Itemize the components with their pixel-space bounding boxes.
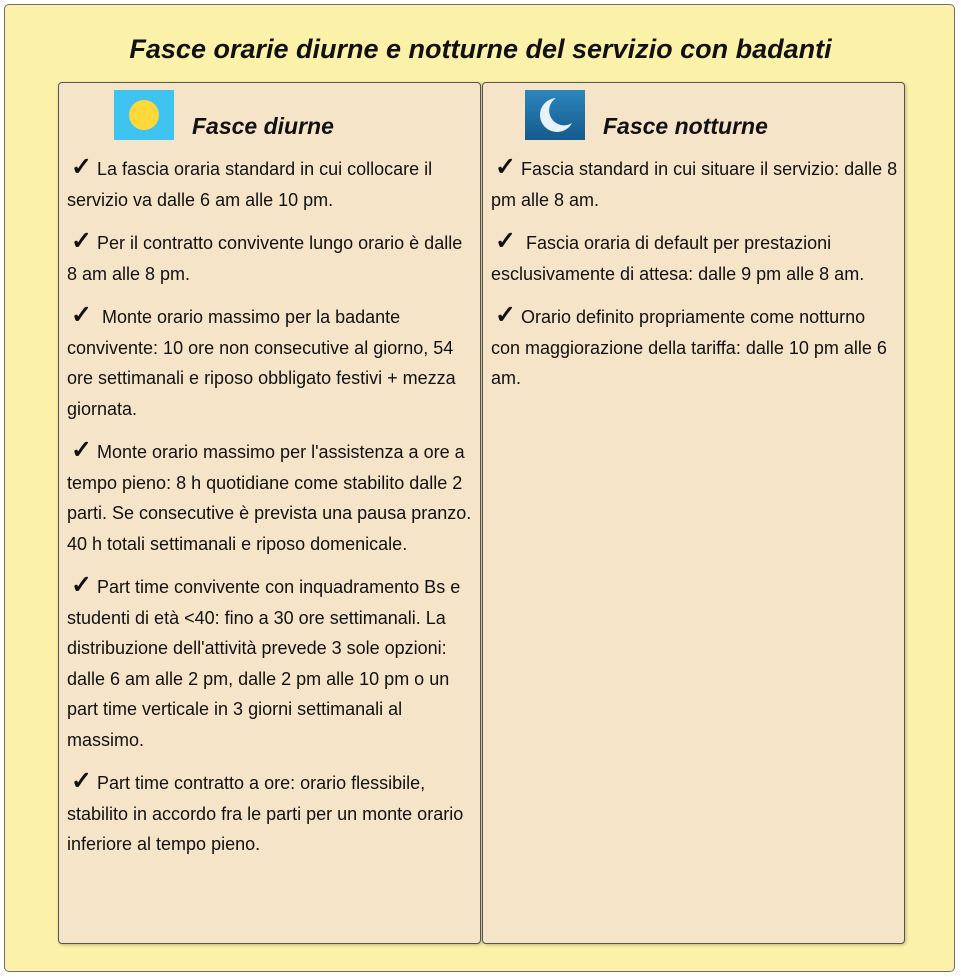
item-text: La fascia oraria standard in cui collocare il servizio va dalle 6 am alle 10 pm. bbox=[67, 159, 433, 210]
list-item bbox=[67, 572, 474, 755]
item-text: Fascia oraria di default per prestazioni esclusivamente di attesa: dalle 9 pm alle 8 am. bbox=[491, 233, 865, 284]
list-item bbox=[67, 437, 474, 559]
list-item bbox=[67, 768, 474, 860]
check-icon: ✓ bbox=[71, 153, 92, 181]
check-icon: ✓ bbox=[495, 227, 516, 255]
item-text: Part time contratto a ore: orario flessibile, stabilito in accordo fra le parti per un monte orario inferiore al tempo pieno. bbox=[67, 773, 464, 854]
list-item bbox=[67, 154, 474, 215]
list-item bbox=[67, 302, 474, 424]
list-item bbox=[491, 302, 898, 394]
page-title: Fasce orarie diurne e notturne del servizio con badanti bbox=[129, 34, 832, 64]
item-text: Orario definito propriamente come notturno con maggiorazione della tariffa: dalle 10 pm alle 6 am. bbox=[491, 307, 887, 388]
night-panel bbox=[482, 82, 905, 944]
info-card bbox=[4, 4, 955, 972]
day-panel-title: Fasce diurne bbox=[192, 113, 334, 139]
item-text: Monte orario massimo per l'assistenza a ore a tempo pieno: 8 h quotidiane come stabilito dalle 2 parti. Se consecutive è prevista una pausa pranzo. 40 h totali settimanali e riposo domenicale. bbox=[67, 442, 472, 554]
item-text: Part time convivente con inquadramento Bs e studenti di età <40: fino a 30 ore settimanali. La distribuzione dell'attività prevede 3 sole opzioni: dalle 6 am alle 2 pm, dalle 2 pm alle 10 pm o un part time verticale in 3 giorni settimanali al massimo. bbox=[67, 577, 461, 750]
check-icon: ✓ bbox=[495, 153, 516, 181]
sun-icon bbox=[114, 90, 174, 140]
list-item bbox=[491, 228, 898, 289]
check-icon: ✓ bbox=[71, 436, 92, 464]
check-icon: ✓ bbox=[71, 571, 92, 599]
check-icon: ✓ bbox=[71, 301, 92, 329]
list-item bbox=[491, 154, 898, 215]
night-panel-title: Fasce notturne bbox=[603, 113, 768, 139]
day-panel bbox=[58, 82, 481, 944]
check-icon: ✓ bbox=[71, 767, 92, 795]
item-text: Fascia standard in cui situare il servizio: dalle 8 pm alle 8 am. bbox=[491, 159, 898, 210]
item-text: Monte orario massimo per la badante convivente: 10 ore non consecutive al giorno, 54 ore settimanali e riposo obbligato festivi + mezza giornata. bbox=[67, 307, 456, 419]
moon-icon bbox=[525, 90, 585, 140]
day-list bbox=[67, 154, 474, 873]
night-list bbox=[491, 154, 898, 407]
list-item bbox=[67, 228, 474, 289]
check-icon: ✓ bbox=[495, 301, 516, 329]
check-icon: ✓ bbox=[71, 227, 92, 255]
item-text: Per il contratto convivente lungo orario è dalle 8 am alle 8 pm. bbox=[67, 233, 463, 284]
